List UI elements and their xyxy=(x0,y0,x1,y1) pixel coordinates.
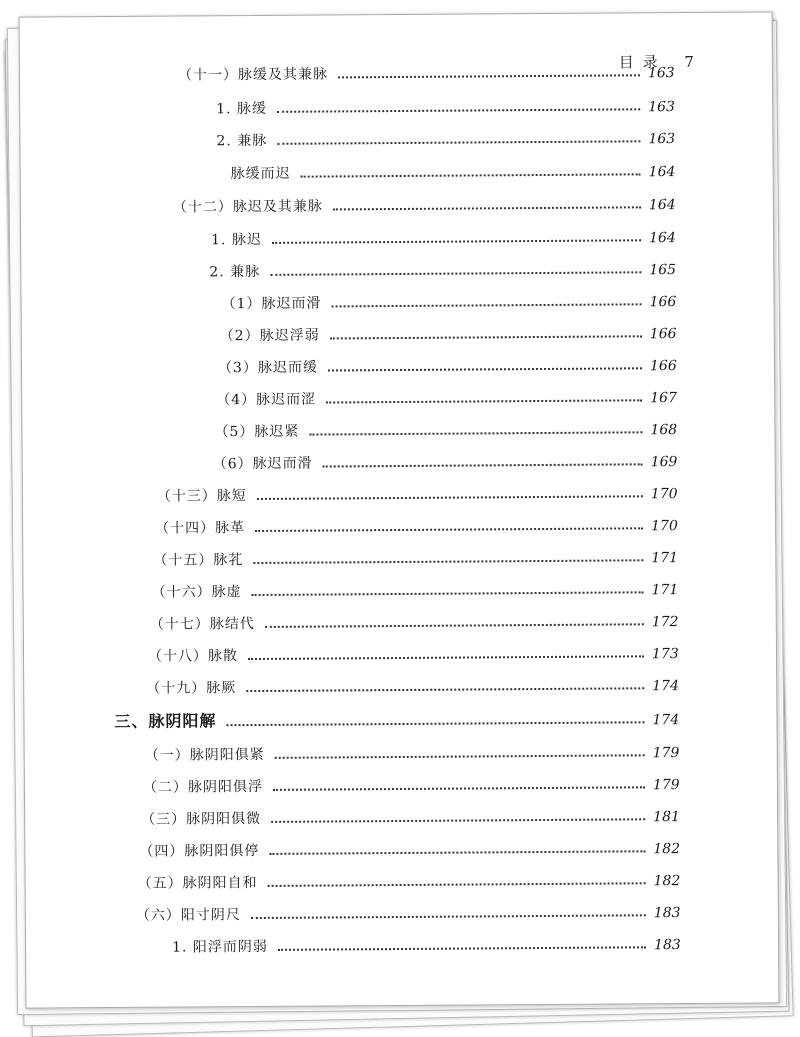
toc-entry[interactable] xyxy=(216,93,684,118)
toc-entry-label: （十九）脉厥 xyxy=(146,680,237,697)
dot-leader xyxy=(257,494,643,500)
dot-leader xyxy=(277,139,640,145)
dot-leader xyxy=(309,430,642,435)
toc-entry[interactable] xyxy=(216,125,684,150)
toc-entry[interactable] xyxy=(221,288,685,313)
toc-entry[interactable] xyxy=(218,352,686,377)
dot-leader xyxy=(248,654,644,660)
dot-leader xyxy=(265,622,644,628)
toc-entry[interactable] xyxy=(136,899,690,925)
toc-entry-page: 181 xyxy=(653,809,680,826)
toc-entry-page: 164 xyxy=(649,230,676,247)
dot-leader xyxy=(323,462,643,467)
dot-leader xyxy=(226,720,644,726)
toc-entry-label: 三、脉阴阳解 xyxy=(114,711,217,731)
dot-leader xyxy=(273,785,645,791)
toc-entry-label: （十八）脉散 xyxy=(147,648,239,665)
toc-entry[interactable] xyxy=(151,576,687,602)
dot-leader xyxy=(255,526,643,532)
toc-entry-label: （十一）脉缓及其兼脉 xyxy=(177,66,329,84)
toc-entry[interactable] xyxy=(150,608,688,634)
toc-entry-label: （五）脉阴阳自和 xyxy=(137,874,258,892)
toc-entry-label: （四）脉阴阳俱停 xyxy=(139,842,260,860)
dot-leader xyxy=(252,590,644,596)
toc-entry-label: （3）脉迟而缓 xyxy=(217,359,318,377)
toc-entry[interactable] xyxy=(209,256,685,281)
dot-leader xyxy=(338,73,640,78)
toc-entry[interactable] xyxy=(146,672,688,698)
toc-entry-page: 183 xyxy=(653,937,681,954)
dot-leader xyxy=(275,753,645,759)
toc-entry[interactable] xyxy=(213,448,687,473)
toc-entry-page: 170 xyxy=(651,518,678,535)
toc-entry[interactable] xyxy=(211,224,685,249)
toc-entry-page: 174 xyxy=(652,712,680,729)
toc-entry-label: （六）阳寸阴尺 xyxy=(135,907,241,924)
toc-entry[interactable] xyxy=(153,544,687,570)
toc-entry-label: （十七）脉结代 xyxy=(149,616,255,633)
toc-entry-label: （二）脉阴阳俱浮 xyxy=(142,778,263,796)
toc-entry[interactable] xyxy=(231,158,685,183)
dot-leader xyxy=(269,849,645,855)
toc-entry-page: 167 xyxy=(650,390,678,407)
toc-entry-page: 166 xyxy=(649,326,677,343)
toc-entry-page: 179 xyxy=(652,745,680,762)
dot-leader xyxy=(277,107,640,113)
toc-page xyxy=(19,11,780,1008)
dot-leader xyxy=(272,238,641,244)
toc-entry-page: 171 xyxy=(651,582,679,599)
dot-leader xyxy=(301,172,641,177)
toc-entry-page: 166 xyxy=(649,358,677,375)
dot-leader xyxy=(270,270,641,276)
toc-entry-page: 169 xyxy=(650,454,678,471)
toc-entry-page: 174 xyxy=(652,678,680,695)
toc-entry-page: 163 xyxy=(648,99,675,116)
toc-entry-page: 172 xyxy=(651,614,679,631)
toc-entry-label: （十六）脉虚 xyxy=(151,584,242,601)
toc-entry[interactable] xyxy=(157,480,687,506)
dot-leader xyxy=(326,398,642,403)
toc-entry-label: （十五）脉芤 xyxy=(153,552,244,569)
toc-entry[interactable] xyxy=(138,867,690,893)
dot-leader xyxy=(251,913,646,919)
toc-entry-page: 170 xyxy=(650,486,678,503)
dot-leader xyxy=(278,945,646,951)
dot-leader xyxy=(333,205,641,210)
toc-entry-label: （十三）脉短 xyxy=(156,488,247,505)
toc-entry[interactable] xyxy=(216,384,686,409)
toc-entry-label: 2. 兼脉 xyxy=(209,263,261,281)
dot-leader xyxy=(271,817,645,823)
dot-leader xyxy=(328,366,642,371)
toc-entry-label: （2）脉迟浮弱 xyxy=(219,327,320,345)
toc-entry-page: 168 xyxy=(650,422,678,439)
toc-entry[interactable] xyxy=(220,320,686,345)
toc-entry-label: （5）脉迟紧 xyxy=(214,423,300,441)
toc-section-entry[interactable] xyxy=(114,706,688,732)
dot-leader xyxy=(268,881,646,887)
toc-entry-page: 165 xyxy=(649,262,677,279)
toc-entry-label: （十二）脉迟及其兼脉 xyxy=(172,198,323,216)
toc-entry-label: 1. 脉迟 xyxy=(211,231,262,249)
toc-entry-page: 173 xyxy=(651,646,679,663)
dot-leader xyxy=(253,558,643,564)
toc-entry-label: 1. 阳浮而阴弱 xyxy=(171,938,268,956)
toc-entry-page: 163 xyxy=(648,131,676,148)
header-page-number: 7 xyxy=(684,52,696,71)
toc-entry[interactable] xyxy=(139,835,689,861)
toc-entry-page: 171 xyxy=(651,550,679,567)
toc-entry-label: （三）脉阴阳俱微 xyxy=(141,810,262,828)
toc-entry-page: 183 xyxy=(653,905,681,922)
toc-entry-page: 179 xyxy=(652,777,680,794)
toc-entry-label: （一）脉阴阳俱紧 xyxy=(144,746,265,764)
toc-entry[interactable] xyxy=(141,803,689,829)
dot-leader xyxy=(330,334,642,339)
toc-entry[interactable] xyxy=(173,191,685,217)
toc-entry[interactable] xyxy=(143,771,689,797)
toc-entry-label: （1）脉迟而滑 xyxy=(221,295,322,313)
toc-entry-label: 2. 兼脉 xyxy=(216,132,268,150)
toc-entry[interactable] xyxy=(145,739,689,765)
toc-entry-label: （6）脉迟而滑 xyxy=(212,455,313,473)
toc-entry[interactable] xyxy=(214,416,686,441)
toc-entry[interactable] xyxy=(178,59,684,85)
toc-entry-page: 163 xyxy=(647,65,675,82)
toc-entry-page: 164 xyxy=(648,164,676,181)
toc-entry-page: 182 xyxy=(653,873,681,890)
toc-entry-label: （十四）脉革 xyxy=(155,520,246,537)
toc-entry[interactable] xyxy=(172,931,690,957)
toc-entry-page: 166 xyxy=(649,294,677,311)
header-title: 目 录 xyxy=(618,53,660,72)
toc-entry-label: （4）脉迟而涩 xyxy=(216,391,317,409)
dot-leader xyxy=(331,302,641,307)
toc-entry-label: 脉缓而迟 xyxy=(230,165,291,183)
toc-entry-page: 164 xyxy=(648,197,676,214)
toc-entry[interactable] xyxy=(155,512,687,538)
toc-entry[interactable] xyxy=(148,640,688,666)
dot-leader xyxy=(246,686,644,692)
toc-entry-label: 1. 脉缓 xyxy=(216,100,268,118)
toc-entry-page: 182 xyxy=(653,841,681,858)
